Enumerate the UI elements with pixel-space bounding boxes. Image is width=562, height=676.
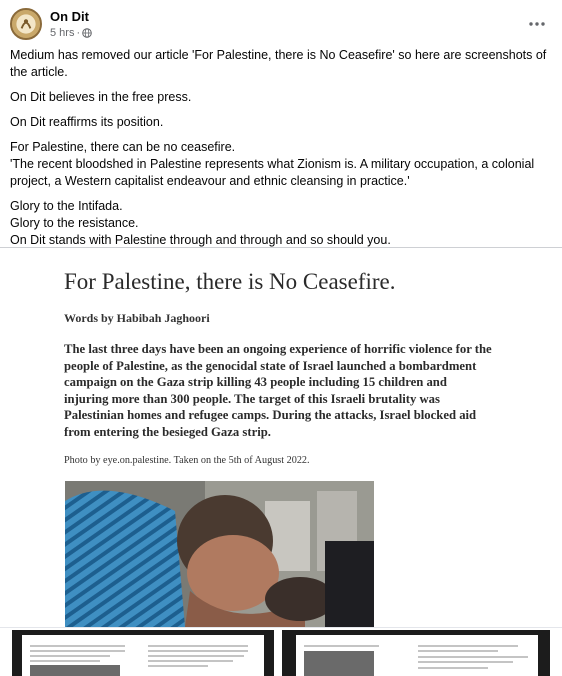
divider	[0, 247, 562, 248]
post-paragraph: On Dit believes in the free press.	[10, 90, 192, 104]
photo-thumbnail[interactable]	[282, 630, 550, 676]
post-header	[0, 0, 562, 46]
post-meta	[50, 27, 92, 39]
post-paragraph: On Dit stands with Palestine through and through and so should you.	[10, 233, 391, 247]
photo-thumbnail[interactable]	[12, 630, 274, 676]
logo-icon	[12, 10, 40, 38]
more-options-button[interactable]	[526, 14, 548, 34]
meta-separator: ·	[76, 27, 81, 39]
post-paragraph: Glory to the resistance.	[10, 216, 139, 230]
globe-icon	[82, 28, 92, 38]
article-photo	[65, 481, 374, 627]
page-name[interactable]: On Dit	[50, 9, 89, 24]
post-paragraph: Glory to the Intifada.	[10, 199, 123, 213]
article-title: For Palestine, there is No Ceasefire.	[64, 269, 396, 294]
post-paragraph: 'The recent bloodshed in Palestine represents what Zionism is. A military occupation, a colonial project, a Western capitalist endeavour and ethnic cleansing in practice.'	[10, 157, 535, 188]
article-byline: Words by Habibah Jaghoori	[64, 311, 210, 325]
more-options-icon	[529, 22, 545, 26]
page-avatar[interactable]	[10, 8, 42, 40]
post-text	[10, 47, 555, 249]
article-body: The last three days have been an ongoing experience of horrific violence for the people of Palestine, as the genocidal state of Israel launched a bombardment campaign on the Gaza strip killing 43 people including 15 children and injuring more than 300 people. The target of this Israeli brutality was Palestinian homes and refugee camps. During the attacks, Israel blocked aid from entering the besieged Gaza strip.	[64, 342, 492, 439]
post-paragraph: Medium has removed our article 'For Palestine, there is No Ceasefire' so here are screenshots of the article.	[10, 48, 547, 79]
post-paragraph: For Palestine, there can be no ceasefire.	[10, 140, 236, 154]
post-time[interactable]: 5 hrs	[50, 27, 75, 39]
post-photo-main[interactable]	[0, 249, 562, 627]
post-paragraph: On Dit reaffirms its position.	[10, 115, 164, 129]
article-photo-credit: Photo by eye.on.palestine. Taken on the 5th of August 2022.	[64, 455, 310, 466]
more-photos-row	[0, 627, 562, 676]
